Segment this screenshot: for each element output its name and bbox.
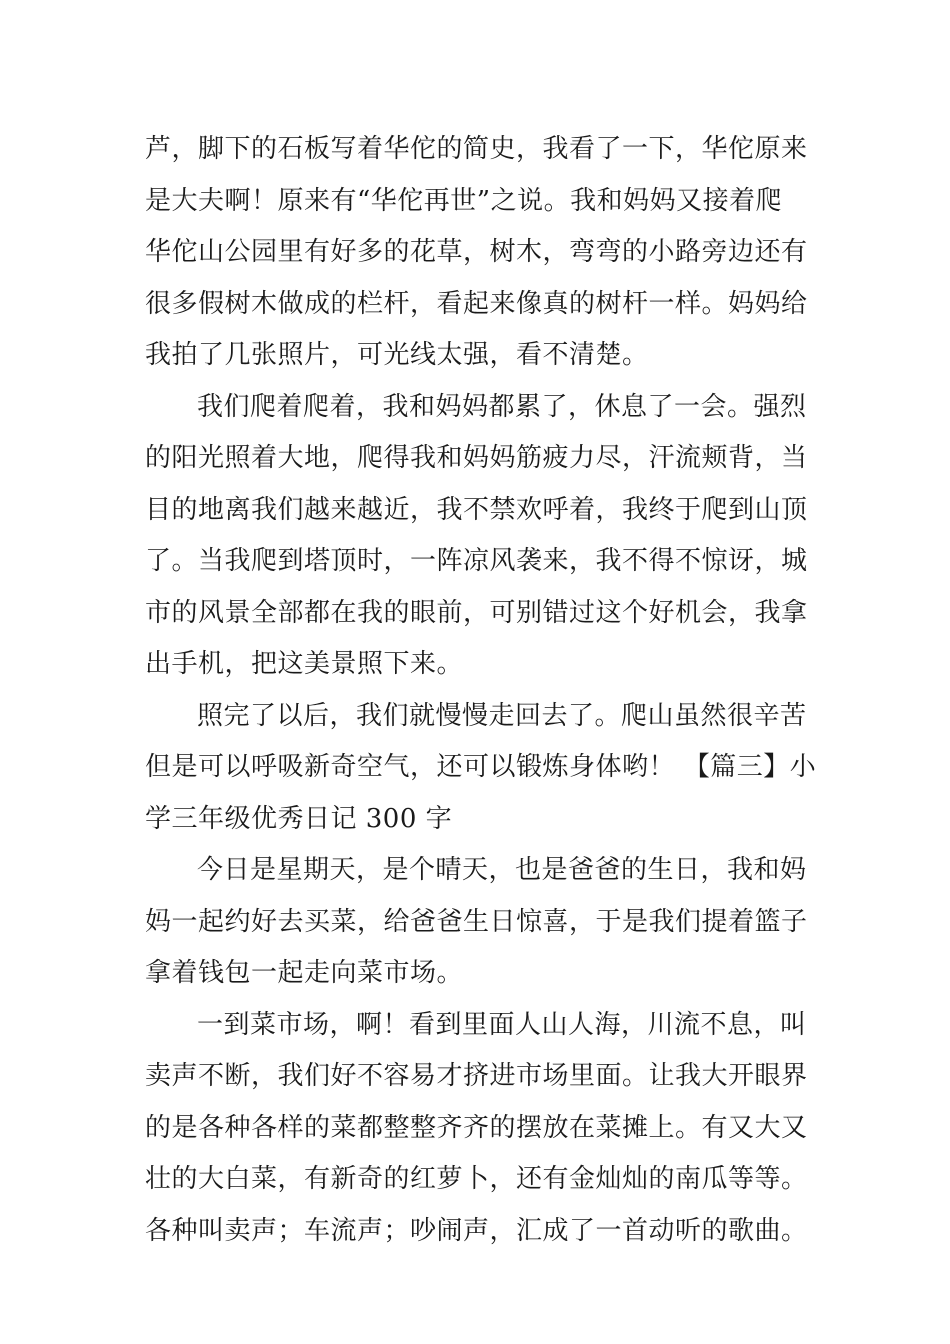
text-line: 卖声不断，我们好不容易才挤进市场里面。让我大开眼界 (145, 1061, 808, 1091)
text-line: 目的地离我们越来越近，我不禁欢呼着，我终于爬到山顶 (145, 494, 808, 525)
paragraph (145, 691, 815, 846)
text-line: 是大夫啊！原来有“华佗再世”之说。我和妈妈又接着爬 (145, 185, 783, 216)
text-line: 的阳光照着大地，爬得我和妈妈筋疲力尽，汗流颊背，当 (145, 443, 808, 473)
document-body (145, 124, 815, 1257)
text-line: 我们爬着爬着，我和妈妈都累了，休息了一会。强烈 (197, 391, 807, 422)
text-line: 但是可以呼吸新奇空气，还可以锻炼身体哟！ 【篇三】小 (145, 752, 817, 782)
text-line: 出手机，把这美景照下来。 (145, 649, 464, 679)
text-line: 壮的大白菜，有新奇的红萝卜，还有金灿灿的南瓜等等。 (145, 1164, 808, 1194)
text-line: 的是各种各样的菜都整整齐齐的摆放在菜摊上。有又大又 (145, 1112, 808, 1143)
text-line: 芦，脚下的石板写着华佗的简史，我看了一下，华佗原来 (145, 134, 808, 164)
text-line: 各种叫卖声；车流声；吵闹声，汇成了一首动听的歌曲。 (145, 1215, 808, 1246)
text-line: 今日是星期天，是个晴天，也是爸爸的生日，我和妈 (197, 855, 807, 885)
text-line: 妈一起约好去买菜，给爸爸生日惊喜，于是我们提着篮子 (145, 906, 808, 937)
text-line: 照完了以后，我们就慢慢走回去了。爬山虽然很辛苦 (197, 700, 807, 731)
text-line: 我拍了几张照片，可光线太强，看不清楚。 (145, 340, 649, 370)
paragraph (145, 382, 815, 691)
text-line: 拿着钱包一起走向菜市场。 (145, 958, 464, 988)
text-line: 很多假树木做成的栏杆，看起来像真的树杆一样。妈妈给 (145, 288, 808, 319)
paragraph (145, 845, 815, 1000)
text-line: 一到菜市场，啊！看到里面人山人海，川流不息，叫 (197, 1009, 807, 1040)
text-line: 华佗山公园里有好多的花草，树木，弯弯的小路旁边还有 (145, 237, 808, 267)
text-line: 学三年级优秀日记 300 字 (145, 803, 453, 834)
text-line: 了。当我爬到塔顶时，一阵凉风袭来，我不得不惊讶，城 (145, 546, 808, 576)
text-line: 市的风景全部都在我的眼前，可别错过这个好机会，我拿 (145, 597, 808, 628)
paragraph-continuation (145, 124, 815, 382)
paragraph (145, 1000, 815, 1258)
